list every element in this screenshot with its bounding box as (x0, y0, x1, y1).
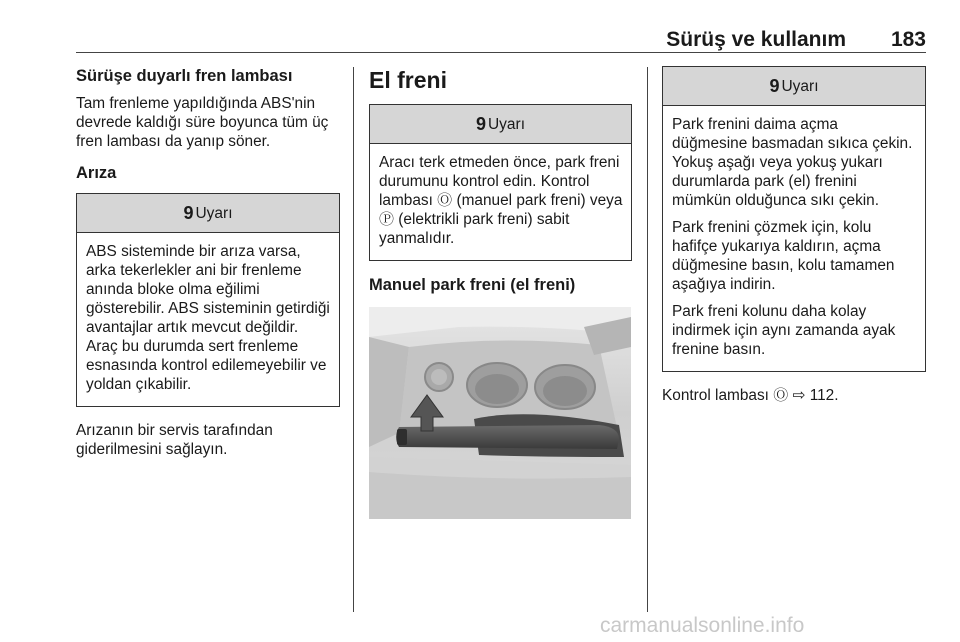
chapter-title: Sürüş ve kullanım (666, 28, 846, 51)
section-heading-brake-light: Sürüşe duyarlı fren lambası (76, 67, 293, 85)
handbrake-photo (369, 307, 631, 519)
warning-header (370, 105, 631, 144)
warning-para-3: Park freni kolunu daha kolay indirmek için aynı zamanda ayak frenine basın. (672, 303, 896, 358)
electric-brake-lamp-icon: Ⓟ (379, 211, 395, 228)
page-number: 183 (890, 28, 926, 51)
warning-box-handbrake (369, 104, 632, 261)
manual-brake-lamp-icon: Ⓞ (773, 387, 789, 404)
warning-box-abs (76, 193, 340, 407)
warning-header (77, 194, 339, 233)
brake-light-paragraph: Tam frenleme yapıldığında ABS'nin devrede kaldığı süre boyunca tüm üç fren lambası da yanıp söner. (76, 95, 329, 150)
section-heading-handbrake: El freni (369, 67, 447, 93)
warning-box-parking (662, 66, 926, 372)
control-lamp-reference: Kontrol lambası Ⓞ ⇨ 112. (662, 387, 839, 404)
header-rule (76, 52, 926, 53)
column-divider-1 (353, 67, 354, 612)
warning-icon: 9 (183, 202, 194, 223)
column-1 (76, 66, 340, 467)
page-header (76, 28, 926, 50)
section-heading-manual-brake: Manuel park freni (el freni) (369, 276, 576, 294)
warning-label: Uyarı (781, 77, 819, 95)
column-3 (662, 66, 926, 413)
warning-body (77, 233, 339, 406)
warning-label: Uyarı (195, 204, 233, 222)
warning-body (370, 144, 631, 260)
warning-text: ABS sisteminde bir arıza varsa, arka tekerlekler ani bir frenleme anında bloke olma eğilimi gösterebilir. ABS sisteminin getirdiği avantajlar artık mevcut değildir. Araç bu durumda sert frenleme esnasında kontrol edilemeyebilir ve yoldan çıkabilir. (86, 243, 330, 393)
column-2 (369, 66, 632, 519)
warning-icon: 9 (475, 113, 486, 134)
warning-body (663, 106, 925, 371)
manual-brake-lamp-icon: Ⓞ (437, 192, 453, 209)
watermark: carmanualsonline.info (600, 614, 805, 637)
fault-service-paragraph: Arızanın bir servis tarafından giderilmesini sağlayın. (76, 422, 273, 458)
warning-icon: 9 (769, 75, 780, 96)
warning-para-1: Park frenini daima açma düğmesine basmadan sıkıca çekin. Yokuş aşağı veya yokuş yukarı durumlarda park (el) frenini mümkün olduğunca sıkı çekin. (672, 116, 913, 209)
warning-label: Uyarı (487, 115, 526, 133)
warning-text: Aracı terk etmeden önce, park freni durumunu kontrol edin. Kontrol lambası Ⓞ (manuel park freni) veya Ⓟ (elektrikli park freni) sabit yanmalıdır. (379, 154, 623, 247)
warning-header (663, 67, 925, 106)
column-divider-2 (647, 67, 648, 612)
page-ref-arrow-icon: ⇨ (792, 387, 806, 404)
page-reference-link[interactable]: 112. (809, 387, 839, 404)
warning-para-2: Park frenini çözmek için, kolu hafifçe yukarıya kaldırın, açma düğmesine basın, kolu tamamen aşağıya indirin. (672, 219, 895, 293)
section-heading-fault: Arıza (76, 164, 117, 182)
